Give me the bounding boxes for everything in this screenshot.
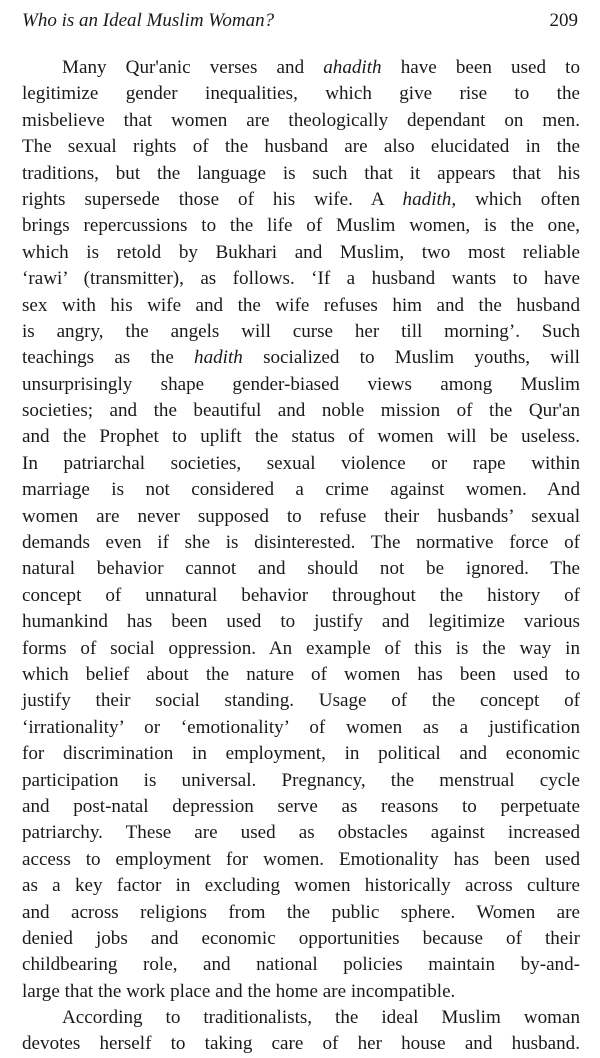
text-segment: which belief about the nature of women has been used to xyxy=(22,663,580,685)
text-segment: societies; and the beautiful and noble mission of the Qur'an xyxy=(22,400,580,422)
text-segment: , which often xyxy=(451,188,580,210)
text-line xyxy=(22,636,580,662)
text-line xyxy=(22,187,580,213)
text-line xyxy=(22,979,580,1005)
text-segment: demands even if she is disinterested. The normative force of xyxy=(22,532,580,554)
paragraph xyxy=(22,55,580,1005)
text-segment: have been used to xyxy=(381,57,580,78)
text-segment: and post-natal depression serve as reasons to perpetuate xyxy=(22,795,580,817)
text-segment: childbearing role, and national policies maintain by-and- xyxy=(22,954,580,976)
text-line xyxy=(22,81,580,107)
text-segment: natural behavior cannot and should not be ignored. The xyxy=(22,558,580,580)
text-segment: and the Prophet to uplift the status of women will be useless. xyxy=(22,426,580,448)
text-segment: participation is universal. Pregnancy, the menstrual cycle xyxy=(22,769,580,791)
running-title: Who is an Ideal Muslim Woman? xyxy=(22,10,275,31)
text-segment: patriarchy. These are used as obstacles against increased xyxy=(22,822,580,844)
text-line xyxy=(22,1031,580,1057)
text-line xyxy=(22,293,580,319)
text-line xyxy=(22,398,580,424)
text-line xyxy=(22,1005,580,1031)
italic-term: ahadith xyxy=(323,57,382,78)
text-segment: for discrimination in employment, in political and economic xyxy=(22,743,580,765)
text-line xyxy=(22,266,580,292)
text-line xyxy=(22,213,580,239)
text-line xyxy=(22,741,580,767)
text-line xyxy=(22,55,580,81)
text-line xyxy=(22,609,580,635)
text-line xyxy=(22,134,580,160)
text-segment: Many Qur'anic verses and xyxy=(62,57,324,78)
text-segment: as a key factor in excluding women historically across culture xyxy=(22,875,580,897)
text-segment: marriage is not considered a crime against women. And xyxy=(22,479,580,501)
paragraph xyxy=(22,1005,580,1058)
text-segment: and across religions from the public sphere. Women are xyxy=(22,901,580,923)
text-segment: justify their social standing. Usage of the concept of xyxy=(22,690,580,712)
text-line xyxy=(22,504,580,530)
text-line xyxy=(22,372,580,398)
text-segment: misbelieve that women are theologically dependant on men. xyxy=(22,109,580,131)
text-segment: forms of social oppression. An example of this is the way in xyxy=(22,637,580,659)
text-line xyxy=(22,794,580,820)
text-segment: teachings as the xyxy=(22,347,195,369)
body-text xyxy=(22,55,580,1058)
text-line xyxy=(22,345,580,371)
page-number: 209 xyxy=(549,10,578,31)
text-segment: The sexual rights of the husband are also elucidated in the xyxy=(22,136,580,158)
italic-term: hadith xyxy=(402,188,452,210)
text-segment: unsurprisingly shape gender-biased views among Muslim xyxy=(22,373,580,395)
text-line xyxy=(22,108,580,134)
text-segment: traditions, but the language is such that it appears that his xyxy=(22,162,580,184)
text-segment: humankind has been used to justify and legitimize various xyxy=(22,611,580,633)
text-line xyxy=(22,873,580,899)
text-segment: In patriarchal societies, sexual violence or rape within xyxy=(22,452,580,474)
text-line xyxy=(22,820,580,846)
text-line xyxy=(22,424,580,450)
text-segment: rights supersede those of his wife. A xyxy=(22,188,403,210)
text-segment: women are never supposed to refuse their husbands’ sexual xyxy=(22,505,580,527)
text-segment: socialized to Muslim youths, will xyxy=(242,347,580,369)
text-line xyxy=(22,847,580,873)
text-line xyxy=(22,583,580,609)
text-segment: denied jobs and economic opportunities because of their xyxy=(22,927,580,949)
text-line xyxy=(22,926,580,952)
text-segment: According to traditionalists, the ideal Muslim woman xyxy=(62,1007,580,1029)
text-line xyxy=(22,900,580,926)
running-header xyxy=(22,10,578,36)
text-line xyxy=(22,161,580,187)
text-segment: concept of unnatural behavior throughout the history of xyxy=(22,584,580,606)
text-segment: which is retold by Bukhari and Muslim, two most reliable xyxy=(22,241,580,263)
text-segment: is angry, the angels will curse her till morning’. Such xyxy=(22,320,580,342)
text-segment: legitimize gender inequalities, which give rise to the xyxy=(22,83,580,105)
text-segment: ‘rawi’ (transmitter), as follows. ‘If a husband wants to have xyxy=(22,268,580,290)
text-line xyxy=(22,952,580,978)
text-segment: ‘irrationality’ or ‘emotionality’ of women as a justification xyxy=(22,716,580,738)
text-segment: devotes herself to taking care of her house and husband. xyxy=(22,1033,580,1055)
text-line xyxy=(22,451,580,477)
text-line xyxy=(22,477,580,503)
text-line xyxy=(22,662,580,688)
italic-term: hadith xyxy=(194,347,243,369)
text-line xyxy=(22,768,580,794)
text-line xyxy=(22,319,580,345)
text-line xyxy=(22,556,580,582)
text-segment: large that the work place and the home are incompatible. xyxy=(22,980,456,1002)
text-line xyxy=(22,688,580,714)
text-line xyxy=(22,715,580,741)
text-line xyxy=(22,240,580,266)
text-segment: brings repercussions to the life of Muslim women, is the one, xyxy=(22,215,580,237)
text-line xyxy=(22,530,580,556)
text-segment: access to employment for women. Emotionality has been used xyxy=(22,848,580,870)
text-segment: sex with his wife and the wife refuses him and the husband xyxy=(22,294,580,316)
